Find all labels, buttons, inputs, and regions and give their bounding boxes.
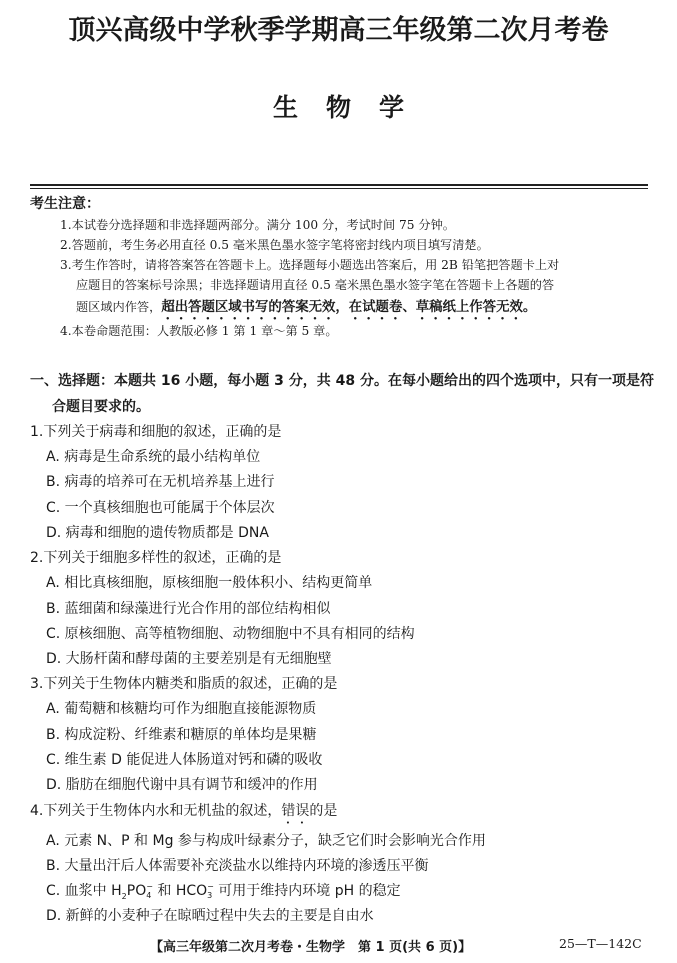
notice-item-3: 3.考生作答时，请将答案答在答题卡上。选择题每小题选出答案后，用 2B 铅笔把答题卡上对 xyxy=(60,258,560,272)
question-1: 1.下列关于病毒和细胞的叙述，正确的是 xyxy=(30,424,282,440)
q4-option-a: A. 元素 N、P 和 Mg 参与构成叶绿素分子，缺乏它们时会影响光合作用 xyxy=(46,833,486,849)
question-2: 2.下列关于细胞多样性的叙述，正确的是 xyxy=(30,550,282,566)
notice-heading: 考生注意： xyxy=(30,196,100,212)
notice-item-2: 2.答题前，考生务必用直径 0.5 毫米黑色墨水签字笔将密封线内项目填写清楚。 xyxy=(60,238,489,252)
q4c-sup-1: − xyxy=(146,882,153,891)
q1-option-a: A. 病毒是生命系统的最小结构单位 xyxy=(46,449,261,465)
q4c-subsup-2 xyxy=(207,882,214,900)
notice-item-3-cont2 xyxy=(76,296,536,323)
q4-option-c xyxy=(46,880,401,901)
q2-option-b: B. 蓝细菌和绿藻进行光合作用的部位结构相似 xyxy=(46,601,331,617)
q4-stem-emphasis: 错误 xyxy=(281,803,310,819)
notice-item-1: 1.本试卷分选择题和非选择题两部分。满分 100 分，考试时间 75 分钟。 xyxy=(60,218,455,232)
q4-option-d: D. 新鲜的小麦种子在晾晒过程中失去的主要是自由水 xyxy=(46,908,374,924)
q3-option-d: D. 脂肪在细胞代谢中具有调节和缓冲的作用 xyxy=(46,777,318,793)
q3-option-c: C. 维生素 D 能促进人体肠道对钙和磷的吸收 xyxy=(46,752,323,768)
q4-option-b: B. 大量出汗后人体需要补充淡盐水以维持内环境的渗透压平衡 xyxy=(46,858,429,874)
q2-option-d: D. 大肠杆菌和酵母菌的主要差别是有无细胞壁 xyxy=(46,651,332,667)
notice-item-3-tail: 题区域内作答， xyxy=(76,300,162,314)
q4c-text-4: 可用于维持内环境 pH 的稳定 xyxy=(213,883,401,899)
q4c-sub-2: 4 xyxy=(146,891,152,900)
q2-option-a: A. 相比真核细胞，原核细胞一般体积小、结构更简单 xyxy=(46,575,373,591)
page-footer: 【高三年级第二次月考卷・生物学 第 1 页(共 6 页)】 xyxy=(150,940,472,955)
q1-option-d: D. 病毒和细胞的遗传物质都是 DNA xyxy=(46,525,269,541)
notice-item-3-cont: 应题目的答案标号涂黑；非选择题请用直径 0.5 毫米黑色墨水签字笔在答题卡上各题的答 xyxy=(76,278,555,292)
section-heading: 一、选择题：本题共 16 小题，每小题 3 分，共 48 分。在每小题给出的四个选项中，只有一项是符 xyxy=(30,373,654,389)
q4-stem-suffix: 的是 xyxy=(309,803,338,819)
q4c-text-3: 和 HCO xyxy=(152,883,208,899)
q4c-text-2: PO xyxy=(126,883,147,899)
q1-option-c: C. 一个真核细胞也可能属于个体层次 xyxy=(46,500,275,516)
q4c-sup-2: − xyxy=(207,882,214,891)
q4c-text-1: C. 血浆中 H xyxy=(46,883,122,899)
q4c-subsup-1 xyxy=(146,882,153,900)
exam-title: 顶兴高级中学秋季学期高三年级第二次月考卷 xyxy=(68,15,609,46)
section-heading-cont: 合题目要求的。 xyxy=(52,399,150,415)
exam-code: 25—T—142C xyxy=(559,936,642,951)
notice-item-4: 4.本卷命题范围：人教版必修 1 第 1 章～第 5 章。 xyxy=(60,324,338,338)
divider-top xyxy=(30,184,648,186)
divider-bottom xyxy=(30,188,648,189)
q3-option-b: B. 构成淀粉、纤维素和糖原的单体均是果糖 xyxy=(46,727,317,743)
q4c-sub-3: 3 xyxy=(207,891,213,900)
q4-stem-prefix: 4.下列关于生物体内水和无机盐的叙述， xyxy=(30,803,282,819)
notice-emphasis: 超出答题区域书写的答案无效，在试题卷、草稿纸上作答无效。 xyxy=(161,300,537,315)
q2-option-c: C. 原核细胞、高等植物细胞、动物细胞中不具有相同的结构 xyxy=(46,626,415,642)
q3-option-a: A. 葡萄糖和核糖均可作为细胞直接能源物质 xyxy=(46,701,317,717)
question-3: 3.下列关于生物体内糖类和脂质的叙述，正确的是 xyxy=(30,676,338,692)
q4c-sub-1: 2 xyxy=(121,891,127,901)
subject-title: 生物学 xyxy=(272,93,432,122)
question-4 xyxy=(30,800,337,827)
q1-option-b: B. 病毒的培养可在无机培养基上进行 xyxy=(46,474,275,490)
